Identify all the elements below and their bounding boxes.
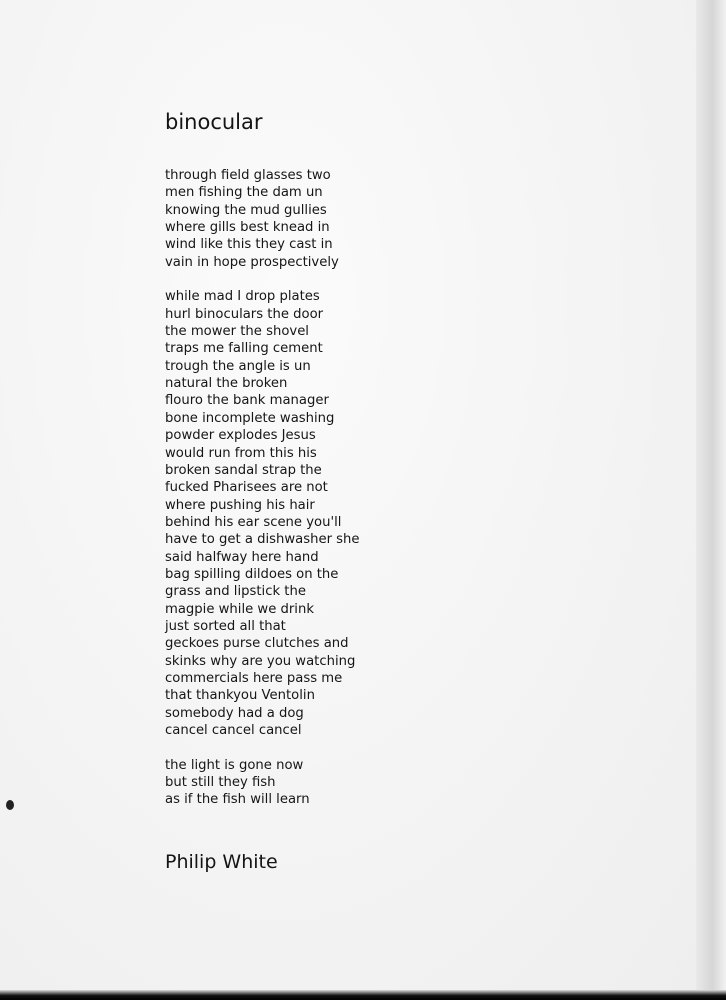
- scan-edge-bottom: [0, 990, 726, 1000]
- poem-line: would run from this his: [165, 445, 317, 461]
- poem-line: men fishing the dam un: [165, 185, 323, 201]
- poem-line: through field glasses two: [165, 168, 331, 183]
- poem-line: wind like this they cast in: [165, 237, 333, 253]
- poem-line: powder explodes Jesus: [165, 428, 316, 444]
- author-name: Philip White: [165, 851, 278, 873]
- poem-line: flouro the bank manager: [165, 393, 329, 409]
- poem-line: fucked Pharisees are not: [165, 480, 328, 496]
- poem-line: cancel cancel cancel: [165, 723, 302, 738]
- poem-line: trough the angle is un: [165, 358, 311, 374]
- poem-line: grass and lipstick the: [165, 584, 306, 600]
- scan-edge-right: [696, 0, 726, 1000]
- poem-line: while mad I drop plates: [165, 289, 320, 305]
- poem-line: knowing the mud gullies: [165, 202, 327, 218]
- poem-line: said halfway here hand: [165, 549, 319, 565]
- poem-line: just sorted all that: [165, 618, 286, 634]
- poem-line: have to get a dishwasher she: [165, 532, 360, 548]
- poem-line: vain in hope prospectively: [165, 254, 339, 270]
- poem-line: where gills best knead in: [165, 220, 330, 236]
- poem-line: traps me falling cement: [165, 341, 323, 357]
- poem-line: natural the broken: [165, 376, 288, 392]
- poem-line: behind his ear scene you'll: [165, 514, 342, 530]
- poem-line: bag spilling dildoes on the: [165, 566, 339, 582]
- poem-line: geckoes purse clutches and: [165, 636, 349, 652]
- poem-line: that thankyou Ventolin: [165, 688, 315, 704]
- poem-title: binocular: [165, 110, 263, 134]
- poem-line: bone incomplete washing: [165, 410, 335, 426]
- poem-line: broken sandal strap the: [165, 462, 322, 478]
- poem-line: skinks why are you watching: [165, 653, 356, 669]
- poem-line: as if the fish will learn: [165, 792, 310, 808]
- punch-hole-mark: [6, 800, 14, 810]
- poem-line: the mower the shovel: [165, 324, 309, 340]
- poem-line: where pushing his hair: [165, 497, 315, 513]
- poem-body: [165, 167, 360, 809]
- poem-line: somebody had a dog: [165, 705, 304, 721]
- poem-line: magpie while we drink: [165, 601, 314, 617]
- poem-line: the light is gone now: [165, 757, 304, 773]
- poem-line: hurl binoculars the door: [165, 306, 324, 322]
- stanza-break: [165, 739, 360, 756]
- stanza-break: [165, 271, 360, 288]
- poem-line: commercials here pass me: [165, 670, 343, 686]
- poem-line: but still they fish: [165, 775, 276, 791]
